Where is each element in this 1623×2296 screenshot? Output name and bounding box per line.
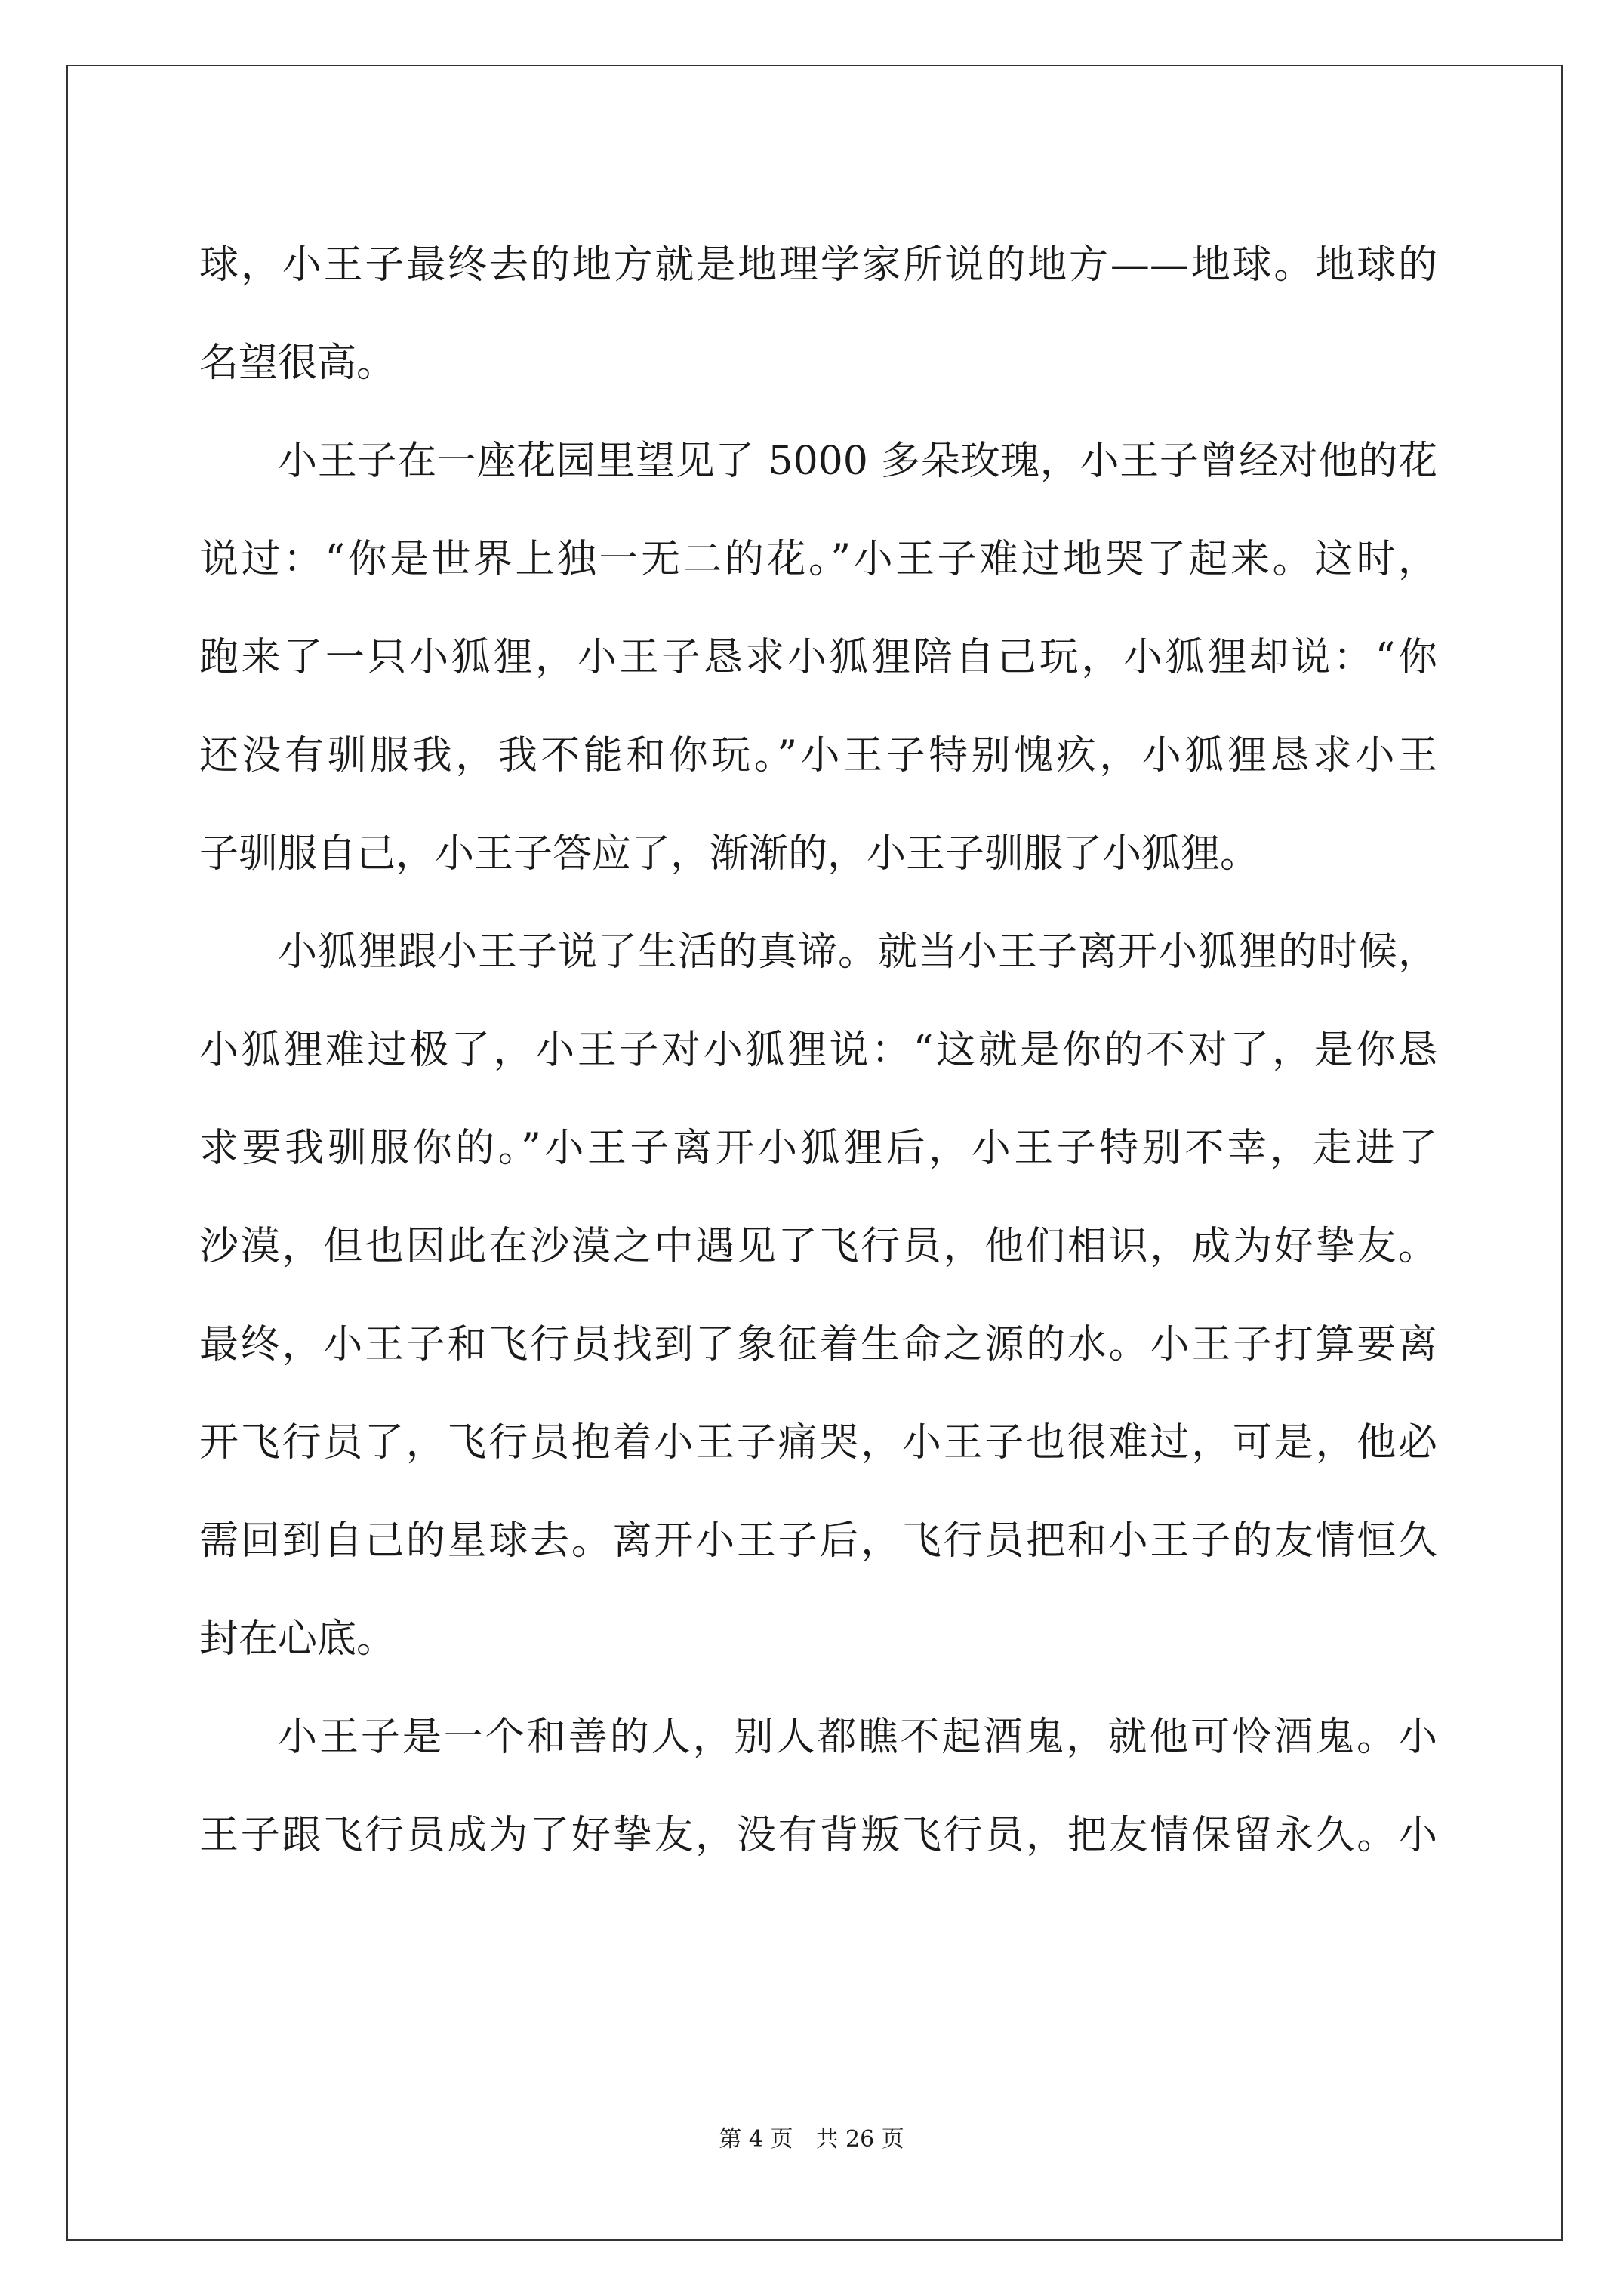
text-line: 小狐狸难过极了，小王子对小狐狸说：“这就是你的不对了，是你恳: [199, 1028, 1437, 1073]
text-line: 小王子在一座花园里望见了 5000 多朵玫瑰，小王子曾经对他的花: [278, 439, 1437, 484]
document-body: [199, 216, 1437, 1885]
text-line: 最终，小王子和飞行员找到了象征着生命之源的水。小王子打算要离: [199, 1322, 1437, 1367]
text-line: 说过：“你是世界上独一无二的花。”小王子难过地哭了起来。这时，: [199, 537, 1437, 582]
text-line: 跑来了一只小狐狸，小王子恳求小狐狸陪自己玩，小狐狸却说：“你: [199, 635, 1437, 680]
text-line: 沙漠，但也因此在沙漠之中遇见了飞行员，他们相识，成为好挚友。: [199, 1224, 1437, 1269]
text-line: 封在心底。: [199, 1616, 396, 1662]
text-line: 还没有驯服我，我不能和你玩。”小王子特别愧疚，小狐狸恳求小王: [199, 733, 1437, 778]
text-line: 子驯服自己，小王子答应了，渐渐的，小王子驯服了小狐狸。: [199, 831, 1260, 877]
text-line: 王子跟飞行员成为了好挚友，没有背叛飞行员，把友情保留永久。小: [199, 1813, 1437, 1858]
text-line: 需回到自己的星球去。离开小王子后，飞行员把和小王子的友情恒久: [199, 1518, 1437, 1564]
page-number-footer: 第 4 页 共 26 页: [719, 2126, 904, 2153]
text-line: 小狐狸跟小王子说了生活的真谛。就当小王子离开小狐狸的时候，: [278, 929, 1437, 975]
text-line: 开飞行员了，飞行员抱着小王子痛哭，小王子也很难过，可是，他必: [199, 1420, 1437, 1465]
text-line: 小王子是一个和善的人，别人都瞧不起酒鬼，就他可怜酒鬼。小: [278, 1715, 1437, 1760]
text-line: 求要我驯服你的。”小王子离开小狐狸后，小王子特别不幸，走进了: [199, 1126, 1437, 1171]
text-line: 球，小王子最终去的地方就是地理学家所说的地方——地球。地球的: [199, 242, 1437, 288]
text-line: 名望很高。: [199, 341, 396, 386]
